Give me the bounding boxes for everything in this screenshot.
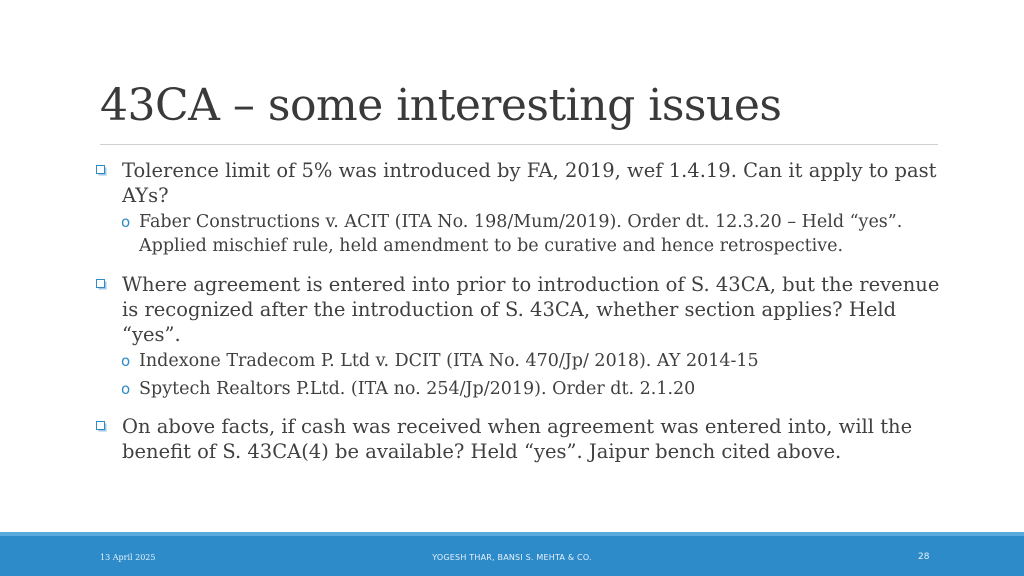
sub-bullet-text: Faber Constructions v. ACIT (ITA No. 198/Mum/2019). Order dt. 12.3.20 – Held “yes”. Applied mischief rule, held amendment to be curative and hence retrospective. — [139, 212, 903, 256]
circle-bullet-icon: o — [121, 352, 131, 370]
square-bullet-icon — [96, 279, 105, 288]
bullet-text: Where agreement is entered into prior to introduction of S. 43CA, but the revenue is recognized after the introduction of S. 43CA, whether section applies? Held “yes”. — [122, 273, 940, 346]
bullet-item — [96, 272, 946, 347]
sub-bullet-item — [96, 349, 946, 373]
bullet-text: Tolerence limit of 5% was introduced by FA, 2019, wef 1.4.19. Can it apply to past AYs? — [122, 159, 937, 207]
title-divider — [100, 144, 938, 145]
sub-bullet-text: Indexone Tradecom P. Ltd v. DCIT (ITA No. 470/Jp/ 2018). AY 2014-15 — [139, 351, 759, 371]
page-number: 28 — [918, 552, 930, 562]
circle-bullet-icon: o — [121, 380, 131, 398]
bullet-text: On above facts, if cash was received when agreement was entered into, will the benefit of S. 43CA(4) be available? Held “yes”. Jaipur bench cited above. — [122, 415, 913, 463]
square-bullet-icon — [96, 165, 105, 174]
sub-bullet-text: Spytech Realtors P.Ltd. (ITA no. 254/Jp/2019). Order dt. 2.1.20 — [139, 379, 696, 399]
bullet-item — [96, 414, 946, 464]
circle-bullet-icon: o — [121, 213, 131, 231]
square-bullet-icon — [96, 421, 105, 430]
slide-title: 43CA – some interesting issues — [100, 80, 782, 131]
footer-date: 13 April 2025 — [100, 553, 156, 562]
footer-author: YOGESH THAR, BANSI S. MEHTA & CO. — [432, 553, 592, 562]
sub-bullet-item — [96, 377, 946, 401]
sub-bullet-item — [96, 210, 946, 258]
bullet-item — [96, 158, 946, 208]
slide-body — [96, 158, 946, 464]
